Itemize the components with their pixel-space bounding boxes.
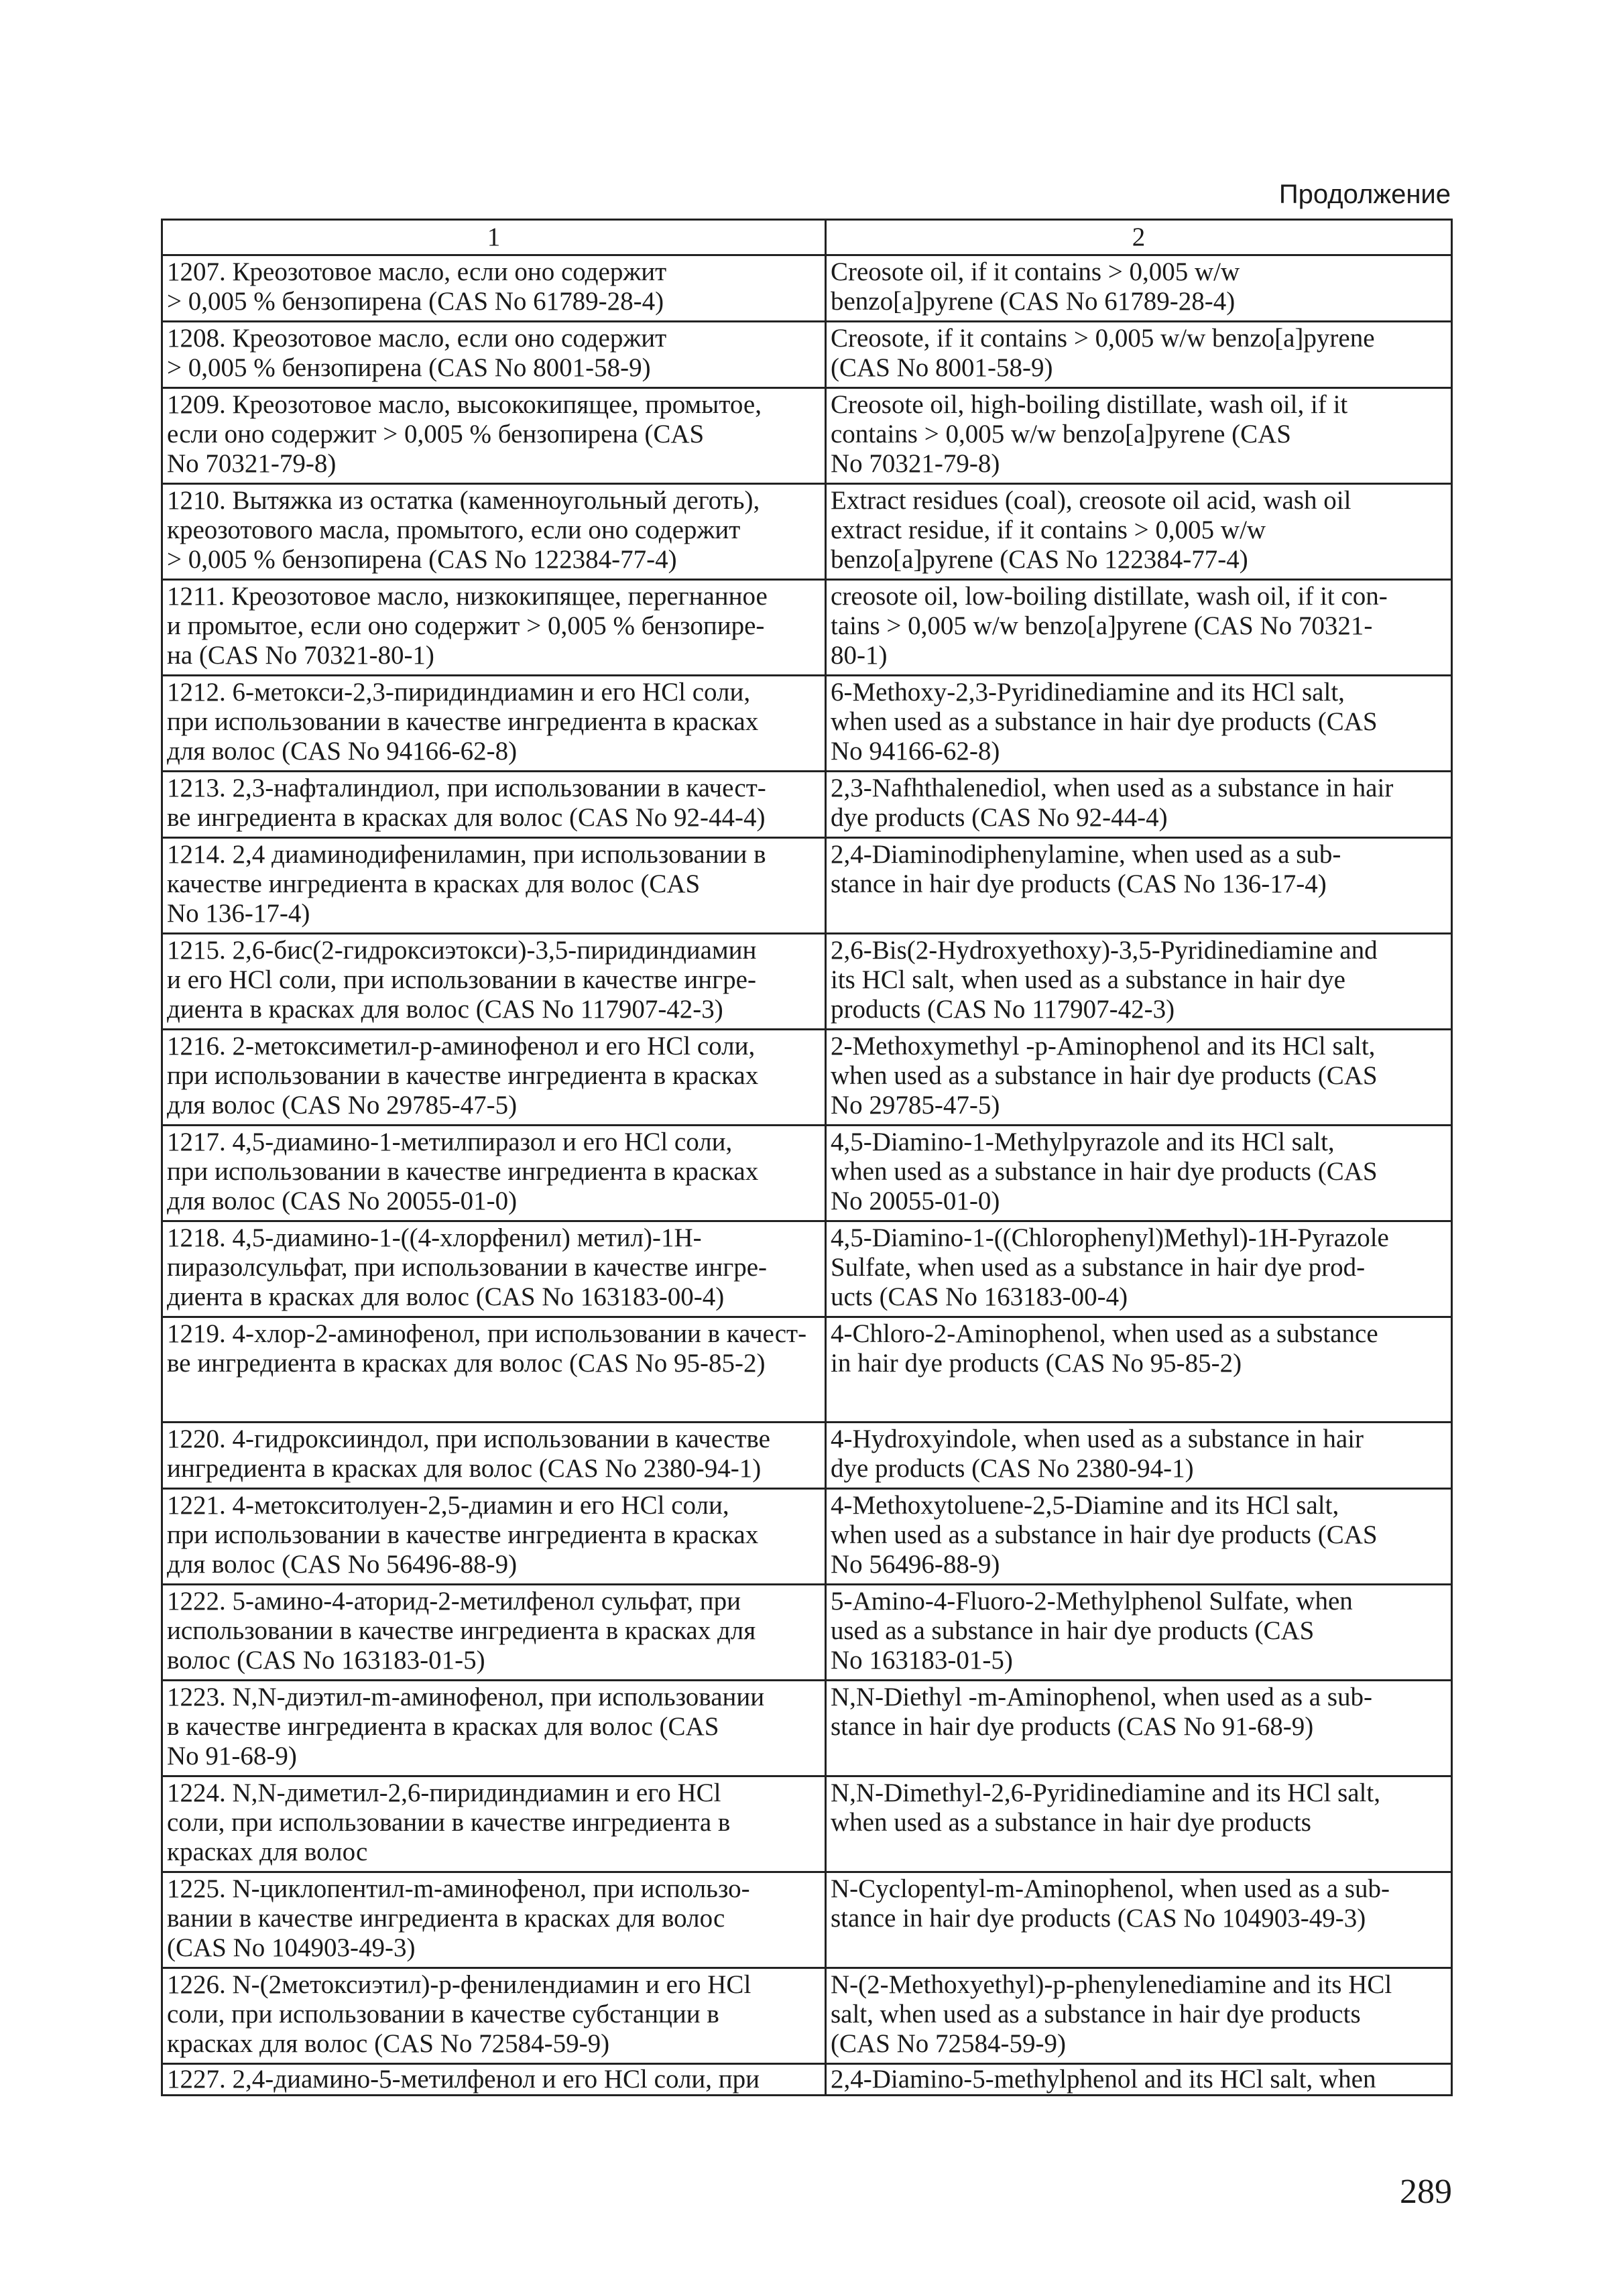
russian-cell: 1214. 2,4 диаминодифениламин, при использовании в качестве ингредиента в красках для волос (CAS No 136-17-4) (162, 838, 826, 934)
russian-cell: 1226. N-(2метоксиэтил)-р-фенилендиамин и его HCl соли, при использовании в качестве субстанции в красках для волос (CAS No 72584-59-9) (162, 1968, 826, 2064)
english-cell: N,N-Diethyl -m-Aminophenol, when used as a sub- stance in hair dye products (CAS No 91-68-9) (826, 1681, 1452, 1776)
russian-cell: 1211. Креозотовое масло, низкокипящее, перегнанное и промытое, если оно содержит > 0,005 % бензопире- на (CAS No 70321-80-1) (162, 580, 826, 676)
russian-cell: 1210. Вытяжка из остатка (каменноугольный деготь), креозотового масла, промытого, если оно содержит > 0,005 % бензопирена (CAS No 122384-77-4) (162, 484, 826, 580)
table-row (162, 934, 1452, 1030)
english-cell: N,N-Dimethyl-2,6-Pyridinediamine and its HCl salt, when used as a substance in hair dye products (826, 1776, 1452, 1872)
russian-cell: 1209. Креозотовое масло, высококипящее, промытое, если оно содержит > 0,005 % бензопирена (CAS No 70321-79-8) (162, 388, 826, 484)
russian-cell: 1223. N,N-диэтил-m-аминофенол, при использовании в качестве ингредиента в красках для волос (CAS No 91-68-9) (162, 1681, 826, 1776)
table-row (162, 1126, 1452, 1221)
english-cell: 2,4-Diaminodiphenylamine, when used as a sub- stance in hair dye products (CAS No 136-17-4) (826, 838, 1452, 934)
russian-cell: 1227. 2,4-диамино-5-метилфенол и его HCl соли, при (162, 2064, 826, 2096)
english-cell: 4-Hydroxyindole, when used as a substance in hair dye products (CAS No 2380-94-1) (826, 1423, 1452, 1489)
table-row (162, 1030, 1452, 1126)
table-row (162, 838, 1452, 934)
table-header-row (162, 220, 1452, 255)
russian-cell: 1216. 2-метоксиметил-р-аминофенол и его HCl соли, при использовании в качестве ингредиента в красках для волос (CAS No 29785-47-5) (162, 1030, 826, 1126)
table-row (162, 1317, 1452, 1423)
english-cell: 2-Methoxymethyl -p-Aminophenol and its HCl salt, when used as a substance in hair dye products (CAS No 29785-47-5) (826, 1030, 1452, 1126)
table-row (162, 1423, 1452, 1489)
english-cell: 4,5-Diamino-1-((Chlorophenyl)Methyl)-1H-Pyrazole Sulfate, when used as a substance in hair dye prod- ucts (CAS No 163183-00-4) (826, 1221, 1452, 1317)
russian-cell: 1207. Креозотовое масло, если оно содержит > 0,005 % бензопирена (CAS No 61789-28-4) (162, 255, 826, 322)
russian-cell: 1208. Креозотовое масло, если оно содержит > 0,005 % бензопирена (CAS No 8001-58-9) (162, 322, 826, 388)
table-row (162, 772, 1452, 838)
english-cell: 6-Methoxy-2,3-Pyridinediamine and its HCl salt, when used as a substance in hair dye products (CAS No 94166-62-8) (826, 676, 1452, 772)
russian-cell: 1220. 4-гидроксииндол, при использовании в качестве ингредиента в красках для волос (CAS No 2380-94-1) (162, 1423, 826, 1489)
table-row (162, 1489, 1452, 1585)
russian-cell: 1224. N,N-диметил-2,6-пиридиндиамин и его HCl соли, при использовании в качестве ингредиента в красках для волос (162, 1776, 826, 1872)
english-cell: Extract residues (coal), creosote oil acid, wash oil extract residue, if it contains > 0,005 w/w benzo[a]pyrene (CAS No 122384-77-4) (826, 484, 1452, 580)
column-header-1: 1 (162, 220, 826, 255)
russian-cell: 1217. 4,5-диамино-1-метилпиразол и его HCl соли, при использовании в качестве ингредиента в красках для волос (CAS No 20055-01-0) (162, 1126, 826, 1221)
column-header-2: 2 (826, 220, 1452, 255)
table-row (162, 1872, 1452, 1968)
russian-cell: 1225. N-циклопентил-m-аминофенол, при использо- вании в качестве ингредиента в красках для волос (CAS No 104903-49-3) (162, 1872, 826, 1968)
english-cell: 2,4-Diamino-5-methylphenol and its HCl salt, when (826, 2064, 1452, 2096)
table-row (162, 676, 1452, 772)
english-cell: 2,6-Bis(2-Hydroxyethoxy)-3,5-Pyridinediamine and its HCl salt, when used as a substance in hair dye products (CAS No 117907-42-3) (826, 934, 1452, 1030)
english-cell: 2,3-Nafhthalenediol, when used as a substance in hair dye products (CAS No 92-44-4) (826, 772, 1452, 838)
table-row (162, 2064, 1452, 2096)
english-cell: 4-Methoxytoluene-2,5-Diamine and its HCl salt, when used as a substance in hair dye products (CAS No 56496-88-9) (826, 1489, 1452, 1585)
table-row (162, 1221, 1452, 1317)
page-number: 289 (1400, 2173, 1452, 2211)
english-cell: N-(2-Methoxyethyl)-p-phenylenediamine and its HCl salt, when used as a substance in hair dye products (CAS No 72584-59-9) (826, 1968, 1452, 2064)
table-row (162, 1776, 1452, 1872)
russian-cell: 1215. 2,6-бис(2-гидроксиэтокси)-3,5-пиридиндиамин и его HCl соли, при использовании в качестве ингре- диента в красках для волос (CAS No 117907-42-3) (162, 934, 826, 1030)
english-cell: N-Cyclopentyl-m-Aminophenol, when used as a sub- stance in hair dye products (CAS No 104903-49-3) (826, 1872, 1452, 1968)
english-cell: 4-Chloro-2-Aminophenol, when used as a substance in hair dye products (CAS No 95-85-2) (826, 1317, 1452, 1423)
english-cell: 4,5-Diamino-1-Methylpyrazole and its HCl salt, when used as a substance in hair dye products (CAS No 20055-01-0) (826, 1126, 1452, 1221)
substances-table (161, 219, 1453, 2096)
english-cell: 5-Amino-4-Fluoro-2-Methylphenol Sulfate, when used as a substance in hair dye products (CAS No 163183-01-5) (826, 1585, 1452, 1681)
table-row (162, 1968, 1452, 2064)
russian-cell: 1219. 4-хлор-2-аминофенол, при использовании в качест- ве ингредиента в красках для волос (CAS No 95-85-2) (162, 1317, 826, 1423)
english-cell: Creosote, if it contains > 0,005 w/w benzo[a]pyrene (CAS No 8001-58-9) (826, 322, 1452, 388)
continuation-label: Продолжение (1278, 180, 1451, 209)
russian-cell: 1218. 4,5-диамино-1-((4-хлорфенил) метил)-1H- пиразолсульфат, при использовании в качестве ингре- диента в красках для волос (CAS No 163183-00-4) (162, 1221, 826, 1317)
russian-cell: 1213. 2,3-нафталиндиол, при использовании в качест- ве ингредиента в красках для волос (CAS No 92-44-4) (162, 772, 826, 838)
table-row (162, 580, 1452, 676)
table-row (162, 388, 1452, 484)
table-row (162, 484, 1452, 580)
russian-cell: 1222. 5-амино-4-аторид-2-метилфенол сульфат, при использовании в качестве ингредиента в красках для волос (CAS No 163183-01-5) (162, 1585, 826, 1681)
english-cell: Creosote oil, high-boiling distillate, wash oil, if it contains > 0,005 w/w benzo[a]pyrene (CAS No 70321-79-8) (826, 388, 1452, 484)
table-row (162, 1681, 1452, 1776)
russian-cell: 1221. 4-метокситолуен-2,5-диамин и его HCl соли, при использовании в качестве ингредиента в красках для волос (CAS No 56496-88-9) (162, 1489, 826, 1585)
table-row (162, 255, 1452, 322)
english-cell: creosote oil, low-boiling distillate, wash oil, if it con- tains > 0,005 w/w benzo[a]pyrene (CAS No 70321- 80-1) (826, 580, 1452, 676)
table-row (162, 322, 1452, 388)
table-row (162, 1585, 1452, 1681)
russian-cell: 1212. 6-метокси-2,3-пиридиндиамин и его HCl соли, при использовании в качестве ингредиента в красках для волос (CAS No 94166-62-8) (162, 676, 826, 772)
english-cell: Creosote oil, if it contains > 0,005 w/w benzo[a]pyrene (CAS No 61789-28-4) (826, 255, 1452, 322)
